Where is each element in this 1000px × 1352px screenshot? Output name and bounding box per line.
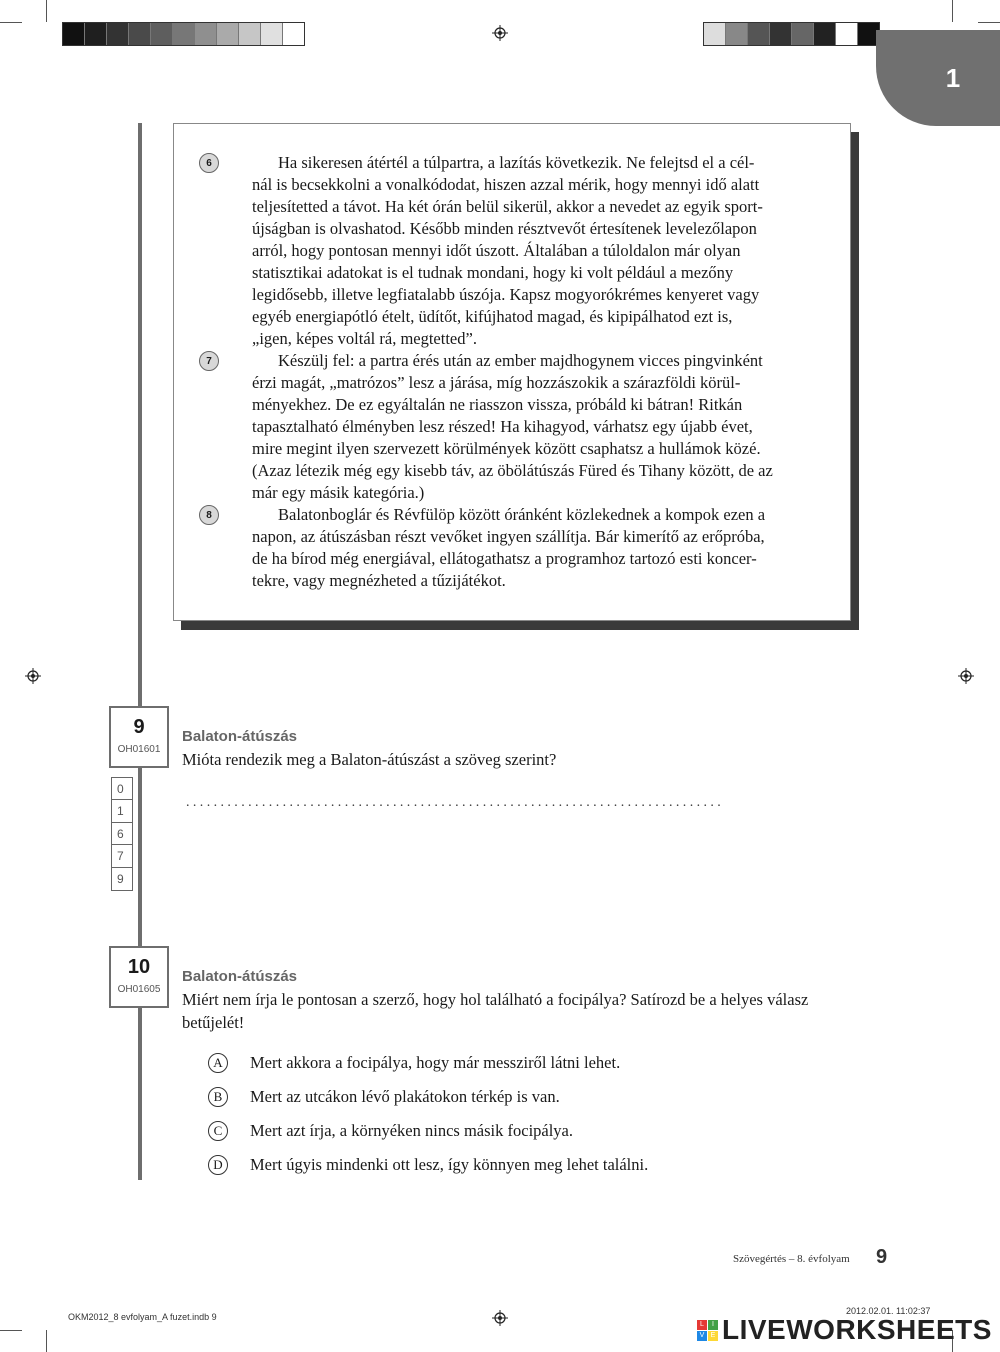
task-number: 9 — [133, 716, 145, 738]
task-question: betűjelét! — [182, 1013, 245, 1032]
text-line: tekre, vagy megnézheted a tűzijátékot. — [252, 571, 506, 590]
task-code: OH01605 — [117, 984, 161, 995]
text-line: mire megint ilyen szervezett körülmények között csaphatsz a hullámok közé. — [252, 439, 761, 458]
score-option[interactable]: 6 — [112, 823, 132, 845]
liveworksheets-brand: LIVEWORKSHEETS — [722, 1314, 992, 1345]
text-line: Ha sikeresen átértél a túlpartra, a lazítás következik. Ne felejtsd el a cél- — [278, 153, 755, 172]
text-line: Készülj fel: a partra érés után az ember majdhogynem vicces pingvinként — [278, 351, 763, 370]
liveworksheets-watermark — [697, 1314, 992, 1346]
logo-letter: L — [697, 1320, 707, 1330]
crop-mark — [952, 0, 953, 22]
registration-mark-icon — [492, 1310, 508, 1326]
task-question: Mióta rendezik meg a Balaton-átúszást a szöveg szerint? — [182, 750, 557, 769]
page-number: 9 — [876, 1246, 888, 1268]
reading-text-box — [173, 123, 851, 621]
text-line: statisztikai adatokat is el tudnak mondani, hogy ki volt például a mezőny — [252, 263, 734, 282]
option-text: Mert azt írja, a környéken nincs másik focipálya. — [250, 1121, 574, 1140]
logo-letter: I — [708, 1320, 718, 1330]
score-boxes — [111, 777, 133, 891]
text-line: legidősebb, illetve legfiatalabb úszója. Kapsz mogyorókrémes kenyeret vagy — [252, 285, 760, 304]
paragraph-number-badge: 6 — [199, 153, 219, 173]
footer-subject: Szövegértés – 8. évfolyam — [733, 1253, 850, 1265]
score-option[interactable]: 1 — [112, 800, 132, 822]
text-line: arról, hogy pontosan mennyi időt úszott. Általában a túloldalon már olyan — [252, 241, 741, 260]
task-number: 10 — [127, 956, 151, 978]
text-line: napon, az átúszásban részt vevőket ingyen szállítja. Bár kimerítő az erőpróba, — [252, 527, 765, 546]
liveworksheets-logo-icon — [697, 1320, 718, 1341]
score-option[interactable]: 0 — [112, 778, 132, 800]
chapter-tab — [876, 30, 1000, 126]
option-text: Mert az utcákon lévő plakátokon térkép is van. — [250, 1087, 560, 1106]
text-line: újságban is olvashatod. Később minden résztvevőt értesítenek levelezőlapon — [252, 219, 757, 238]
text-line: ményekhez. De ez egyáltalán ne riasszon vissza, próbáld ki bátran! Ritkán — [252, 395, 743, 414]
task-question: Miért nem írja le pontosan a szerző, hogy hol található a focipálya? Satírozd be a helyes válasz — [182, 990, 809, 1009]
task-number-box — [109, 946, 169, 1008]
answer-option-a[interactable] — [208, 1052, 620, 1074]
text-line: már egy másik kategória.) — [252, 483, 425, 502]
color-bar-left — [62, 22, 305, 46]
score-option[interactable]: 9 — [117, 871, 124, 886]
color-bar-right — [703, 22, 880, 46]
score-option[interactable]: 7 — [112, 845, 132, 867]
task-number-box — [109, 706, 169, 768]
option-letter-circle[interactable]: A — [208, 1053, 228, 1073]
task-title: Balaton-átúszás — [182, 728, 298, 745]
text-line: de ha bírod még energiával, ellátogathatsz a programhoz tartozó esti koncer- — [252, 549, 757, 568]
text-line: egyéb energiapótló ételt, üdítőt, kifújhatod magad, és kipipálhatod ezt is, — [252, 307, 733, 326]
answer-line[interactable]: .............................................................................. — [186, 795, 725, 810]
paragraph-8 — [252, 504, 809, 592]
answer-option-c[interactable] — [208, 1120, 573, 1142]
crop-mark — [0, 22, 22, 23]
option-text: Mert úgyis mindenki ott lesz, így könnyen meg lehet találni. — [250, 1155, 649, 1174]
left-margin-rule — [138, 123, 142, 1180]
registration-mark-icon — [25, 668, 41, 684]
answer-option-b[interactable] — [208, 1086, 560, 1108]
paragraph-6 — [252, 152, 809, 350]
registration-mark-icon — [958, 668, 974, 684]
paragraph-number-badge: 7 — [199, 351, 219, 371]
crop-mark — [0, 1330, 22, 1331]
logo-letter: V — [697, 1331, 707, 1341]
text-line: (Azaz létezik még egy kisebb táv, az öbölátúszás Füred és Tihany között, de az — [252, 461, 773, 480]
option-letter-circle[interactable]: B — [208, 1087, 228, 1107]
registration-mark-icon — [492, 25, 508, 41]
paragraph-7 — [252, 350, 809, 504]
text-line: „igen, képes voltál rá, megtetted”. — [252, 329, 477, 348]
crop-mark — [46, 0, 47, 22]
crop-mark — [46, 1330, 47, 1352]
text-line: tapasztalható élményben lesz részed! Ha kihagyod, várhatsz egy újabb évet, — [252, 417, 753, 436]
task-title: Balaton-átúszás — [182, 968, 298, 985]
option-text: Mert akkora a focipálya, hogy már messziről látni lehet. — [250, 1053, 621, 1072]
text-line: teljesítetted a távot. Ha két órán belül sikerül, akkor a nevedet az egyik sport- — [252, 197, 763, 216]
option-letter-circle[interactable]: C — [208, 1121, 228, 1141]
text-line: érzi magát, „matrózos” lesz a járása, míg hozzászokik a szárazföldi körül- — [252, 373, 741, 392]
file-slug: OKM2012_8 evfolyam_A fuzet.indb 9 — [68, 1312, 217, 1322]
crop-mark — [978, 22, 1000, 23]
text-line: nál is becsekkolni a vonalkódodat, hiszen azzal mérik, hogy mennyi idő alatt — [252, 175, 760, 194]
logo-letter: E — [708, 1331, 718, 1341]
answer-option-d[interactable] — [208, 1154, 648, 1176]
paragraph-number-badge: 8 — [199, 505, 219, 525]
option-letter-circle[interactable]: D — [208, 1155, 228, 1175]
task-code: OH01601 — [117, 744, 161, 755]
chapter-number: 1 — [945, 62, 961, 93]
text-line: Balatonboglár és Révfülöp között óránként közlekednek a kompok ezen a — [278, 505, 766, 524]
date-slug: 2012.02.01. 11:02:37 — [846, 1306, 931, 1316]
